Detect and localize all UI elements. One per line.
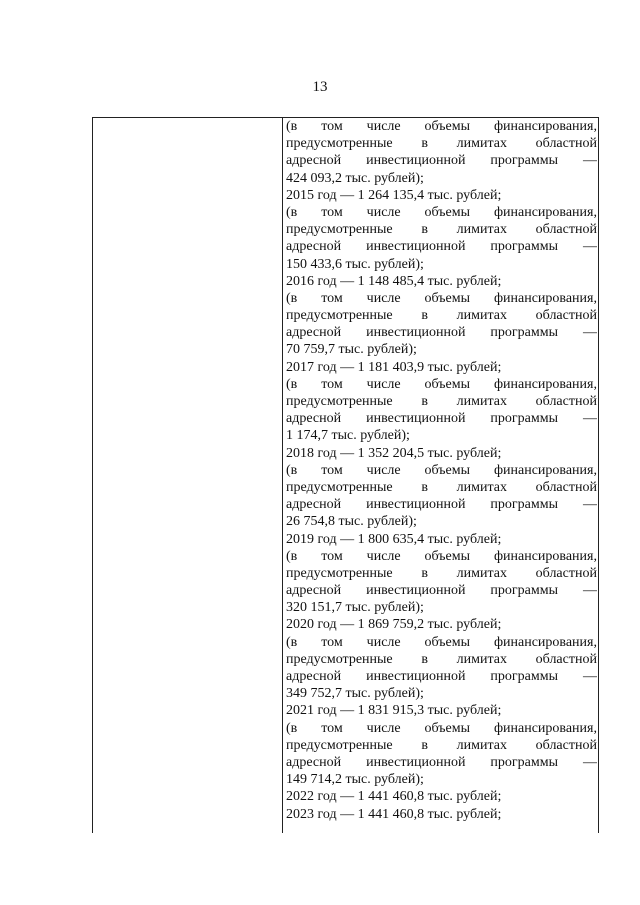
text-line bbox=[286, 668, 597, 685]
word: программы bbox=[490, 669, 558, 684]
word: — bbox=[582, 325, 597, 341]
text-line bbox=[286, 135, 597, 152]
text-line bbox=[286, 152, 597, 169]
text-line bbox=[286, 376, 597, 393]
word: числе bbox=[366, 548, 401, 564]
text-line: 150 433,6 тыс. рублей); bbox=[286, 256, 424, 272]
word: финансирования, bbox=[493, 462, 597, 478]
word: предусмотренные bbox=[286, 479, 393, 495]
text-line bbox=[286, 651, 597, 668]
word: адресной bbox=[286, 239, 342, 255]
text-line bbox=[286, 565, 597, 582]
text-line: 2023 год — 1 441 460,8 тыс. рублей; bbox=[286, 806, 502, 822]
word: областной bbox=[535, 394, 597, 409]
word: объемы bbox=[424, 720, 471, 736]
word: — bbox=[582, 497, 597, 513]
word: в bbox=[421, 651, 428, 667]
word: — bbox=[582, 754, 597, 770]
word: числе bbox=[366, 462, 401, 478]
word: лимитах bbox=[456, 394, 507, 409]
word: числе bbox=[366, 720, 401, 736]
word: лимитах bbox=[456, 222, 507, 238]
word: том bbox=[321, 376, 343, 392]
word: лимитах bbox=[456, 737, 507, 753]
word: адресной bbox=[286, 583, 342, 599]
word: в bbox=[421, 136, 428, 152]
word: том bbox=[321, 462, 343, 478]
word: том bbox=[321, 548, 343, 564]
word: программы bbox=[490, 583, 558, 599]
word: финансирования, bbox=[493, 548, 597, 564]
word: областной bbox=[535, 651, 597, 667]
word: предусмотренные bbox=[286, 136, 393, 152]
word: том bbox=[321, 634, 343, 650]
word: том bbox=[321, 204, 343, 220]
word: (в bbox=[286, 376, 298, 392]
word: инвестиционной bbox=[366, 239, 466, 255]
word: объемы bbox=[424, 376, 471, 392]
word: числе bbox=[366, 376, 401, 392]
word: программы bbox=[490, 411, 558, 427]
text-line: 2016 год — 1 148 485,4 тыс. рублей; bbox=[286, 273, 502, 289]
word: в bbox=[421, 394, 428, 409]
text-line: 1 174,7 тыс. рублей); bbox=[286, 428, 410, 444]
text-line: 2015 год — 1 264 135,4 тыс. рублей; bbox=[286, 187, 502, 203]
word: (в bbox=[286, 548, 298, 564]
word: областной bbox=[535, 479, 597, 495]
word: программы bbox=[490, 325, 558, 341]
word: областной bbox=[535, 222, 597, 238]
word: объемы bbox=[424, 634, 471, 650]
text-line bbox=[286, 410, 597, 427]
word: инвестиционной bbox=[366, 754, 466, 770]
word: (в bbox=[286, 634, 298, 650]
word: предусмотренные bbox=[286, 308, 393, 324]
word: — bbox=[582, 153, 597, 169]
text-line bbox=[286, 462, 597, 479]
text-line: 26 754,8 тыс. рублей); bbox=[286, 514, 417, 530]
word: (в bbox=[286, 119, 298, 134]
text-line: 424 093,2 тыс. рублей); bbox=[286, 170, 424, 186]
word: адресной bbox=[286, 497, 342, 513]
text-line bbox=[286, 221, 597, 238]
word: финансирования, bbox=[493, 634, 597, 650]
word: предусмотренные bbox=[286, 651, 393, 667]
word: адресной bbox=[286, 411, 342, 427]
word: объемы bbox=[424, 204, 471, 220]
word: числе bbox=[366, 634, 401, 650]
word: предусмотренные bbox=[286, 737, 393, 753]
word: лимитах bbox=[456, 479, 507, 495]
word: (в bbox=[286, 720, 298, 736]
word: в bbox=[421, 737, 428, 753]
word: областной bbox=[535, 737, 597, 753]
text-line bbox=[286, 204, 597, 221]
word: финансирования, bbox=[493, 119, 597, 134]
word: программы bbox=[490, 239, 558, 255]
column-divider bbox=[282, 118, 283, 833]
page-number: 13 bbox=[312, 79, 328, 95]
word: областной bbox=[535, 308, 597, 324]
word: лимитах bbox=[456, 136, 507, 152]
text-line: 149 714,2 тыс. рублей); bbox=[286, 772, 424, 788]
word: том bbox=[321, 290, 343, 306]
word: предусмотренные bbox=[286, 222, 393, 238]
word: в bbox=[421, 565, 428, 581]
text-line bbox=[286, 754, 597, 771]
word: (в bbox=[286, 204, 298, 220]
text-line: 2022 год — 1 441 460,8 тыс. рублей; bbox=[286, 789, 502, 805]
word: том bbox=[321, 720, 343, 736]
word: предусмотренные bbox=[286, 565, 393, 581]
text-line bbox=[286, 720, 597, 737]
text-line: 70 759,7 тыс. рублей); bbox=[286, 342, 417, 358]
word: областной bbox=[535, 565, 597, 581]
word: инвестиционной bbox=[366, 325, 466, 341]
text-line bbox=[286, 238, 597, 255]
text-line bbox=[286, 393, 597, 410]
word: числе bbox=[366, 119, 401, 134]
word: в bbox=[421, 308, 428, 324]
word: адресной bbox=[286, 754, 342, 770]
word: программы bbox=[490, 754, 558, 770]
text-line bbox=[286, 118, 597, 135]
word: числе bbox=[366, 290, 401, 306]
word: в bbox=[421, 222, 428, 238]
text-line bbox=[286, 634, 597, 651]
table-cell-content bbox=[286, 118, 597, 823]
text-line bbox=[286, 582, 597, 599]
word: лимитах bbox=[456, 651, 507, 667]
word: том bbox=[321, 119, 343, 134]
text-line: 2021 год — 1 831 915,3 тыс. рублей; bbox=[286, 703, 502, 719]
word: финансирования, bbox=[493, 376, 597, 392]
word: инвестиционной bbox=[366, 411, 466, 427]
word: (в bbox=[286, 462, 298, 478]
word: объемы bbox=[424, 548, 471, 564]
text-line: 349 752,7 тыс. рублей); bbox=[286, 686, 424, 702]
text-line bbox=[286, 479, 597, 496]
text-line: 2019 год — 1 800 635,4 тыс. рублей; bbox=[286, 531, 502, 547]
word: (в bbox=[286, 290, 298, 306]
word: адресной bbox=[286, 669, 342, 684]
word: адресной bbox=[286, 153, 342, 169]
text-line: 320 151,7 тыс. рублей); bbox=[286, 600, 424, 616]
word: адресной bbox=[286, 325, 342, 341]
word: объемы bbox=[424, 119, 471, 134]
word: программы bbox=[490, 497, 558, 513]
word: объемы bbox=[424, 290, 471, 306]
word: в bbox=[421, 479, 428, 495]
text-line bbox=[286, 548, 597, 565]
word: лимитах bbox=[456, 308, 507, 324]
word: объемы bbox=[424, 462, 471, 478]
word: — bbox=[582, 411, 597, 427]
word: числе bbox=[366, 204, 401, 220]
word: инвестиционной bbox=[366, 583, 466, 599]
word: — bbox=[582, 669, 597, 684]
text-line bbox=[286, 307, 597, 324]
text-line: 2020 год — 1 869 759,2 тыс. рублей; bbox=[286, 617, 502, 633]
word: финансирования, bbox=[493, 720, 597, 736]
word: областной bbox=[535, 136, 597, 152]
word: финансирования, bbox=[493, 290, 597, 306]
word: программы bbox=[490, 153, 558, 169]
word: — bbox=[582, 583, 597, 599]
word: финансирования, bbox=[493, 204, 597, 220]
word: инвестиционной bbox=[366, 669, 466, 684]
word: инвестиционной bbox=[366, 497, 466, 513]
text-line bbox=[286, 496, 597, 513]
text-line bbox=[286, 290, 597, 307]
word: лимитах bbox=[456, 565, 507, 581]
text-line: 2017 год — 1 181 403,9 тыс. рублей; bbox=[286, 359, 502, 375]
text-line: 2018 год — 1 352 204,5 тыс. рублей; bbox=[286, 445, 502, 461]
text-line bbox=[286, 737, 597, 754]
word: инвестиционной bbox=[366, 153, 466, 169]
text-line bbox=[286, 324, 597, 341]
word: предусмотренные bbox=[286, 394, 393, 409]
word: — bbox=[582, 239, 597, 255]
